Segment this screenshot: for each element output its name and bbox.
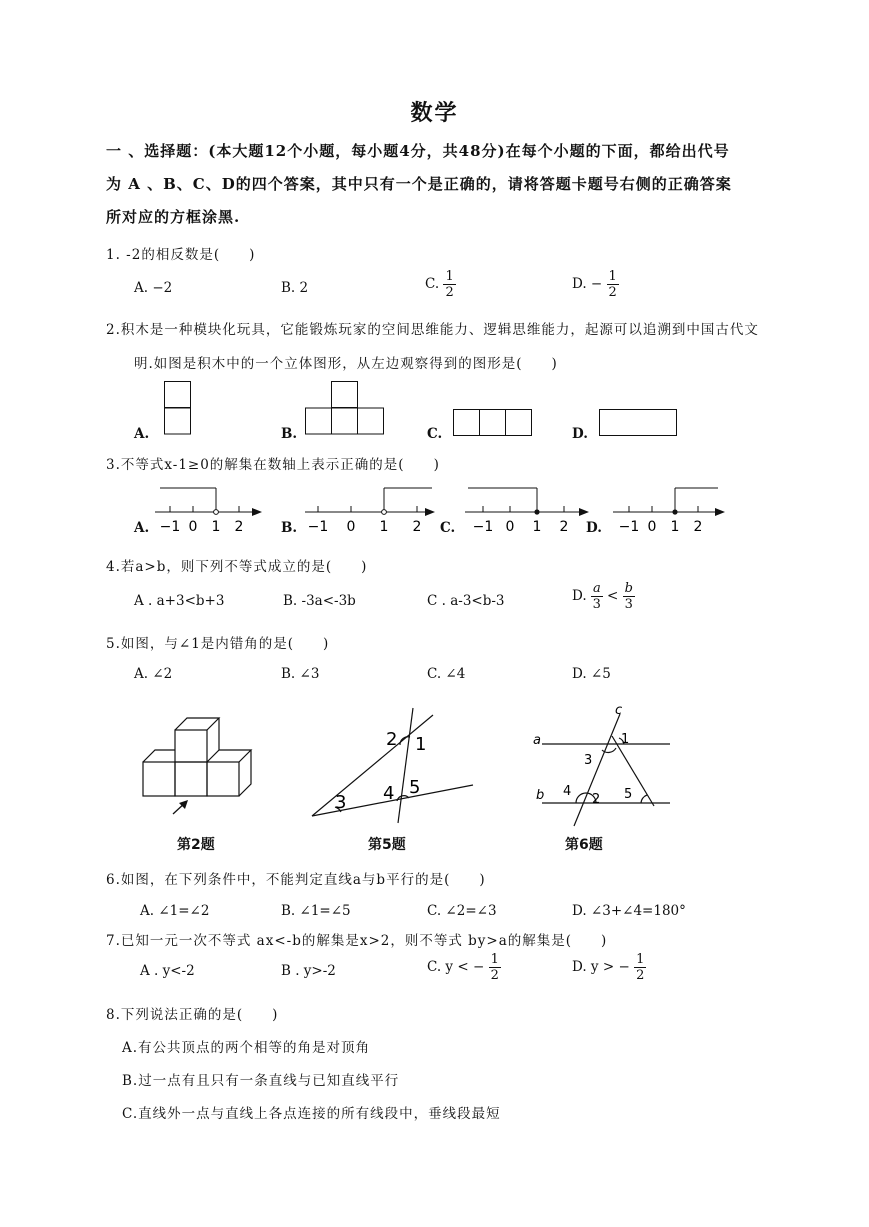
q5-option-d: D. ∠5 xyxy=(572,666,611,682)
q8-option-c: C.直线外一点与直线上各点连接的所有线段中，垂线段最短 xyxy=(122,1106,501,1122)
q1-option-a: A. −2 xyxy=(134,280,173,296)
q2-option-c-figure xyxy=(453,409,533,439)
q3-stem: 3.不等式x-1≥0的解集在数轴上表示正确的是( ) xyxy=(106,457,440,473)
q1-option-d-fraction: $\frac{1}{2}$ xyxy=(608,269,617,300)
q4-option-b: B. -3a<-3b xyxy=(283,593,356,609)
section-instructions-line3: 所对应的方框涂黑. xyxy=(106,208,241,226)
q5-option-b: B. ∠3 xyxy=(281,666,320,682)
q2-option-a: A. xyxy=(134,426,150,442)
q3-d-tick-1: 1 xyxy=(670,519,680,535)
q3-a-tick-1: 1 xyxy=(211,519,221,535)
figure-q5-angles xyxy=(305,705,485,825)
q8-option-a: A.有公共顶点的两个相等的角是对顶角 xyxy=(122,1040,371,1056)
q3-d-tick-2: 2 xyxy=(693,519,703,535)
q7-option-d-fraction: $\frac{1}{2}$ xyxy=(636,952,645,983)
q3-d-tick-0: 0 xyxy=(647,519,657,535)
q4-option-d-fraction-a: $\frac{a}{3}$ xyxy=(592,581,601,612)
q3-option-d-numberline xyxy=(608,484,733,536)
f6-angle-label-3: 3 xyxy=(584,753,593,768)
figure-q6-parallel-lines xyxy=(530,700,680,830)
q3-option-c-numberline xyxy=(460,484,595,536)
q1-option-c: C. $\frac{1}{2}$ xyxy=(425,269,454,300)
f6-line-label-a: a xyxy=(533,733,541,748)
q6-option-d: D. ∠3+∠4=180° xyxy=(572,903,686,919)
f6-angle-label-5: 5 xyxy=(624,787,633,802)
q3-a-tick-0: 0 xyxy=(188,519,198,535)
q1-option-d: D. − $\frac{1}{2}$ xyxy=(572,269,617,300)
q7-stem: 7.已知一元一次不等式 ax<-b的解集是x>2，则不等式 by>a的解集是( ) xyxy=(106,933,608,949)
q2-option-d: D. xyxy=(572,426,588,442)
q2-option-a-figure xyxy=(164,381,192,437)
q4-option-a: A . a+3<b+3 xyxy=(134,593,225,609)
q3-option-a: A. xyxy=(134,520,150,536)
q7-option-d: D. y > − $\frac{1}{2}$ xyxy=(572,952,645,983)
q3-option-d: D. xyxy=(586,520,602,536)
q3-a-tick-neg1: −1 xyxy=(159,519,181,535)
q8-option-b: B.过一点有且只有一条直线与已知直线平行 xyxy=(122,1073,400,1089)
q3-option-b-numberline xyxy=(300,484,440,536)
q4-option-d-fraction-b: $\frac{b}{3}$ xyxy=(624,581,633,612)
q4-option-d: D. $\frac{a}{3}$ < $\frac{b}{3}$ xyxy=(572,581,633,612)
q7-option-c-fraction: $\frac{1}{2}$ xyxy=(490,952,499,983)
q7-option-a: A . y<-2 xyxy=(140,963,195,979)
page-title: 数学 xyxy=(410,100,459,126)
figure-q2-cubes xyxy=(140,710,260,820)
q3-d-tick-neg1: −1 xyxy=(618,519,640,535)
f5-angle-label-4: 4 xyxy=(383,783,395,804)
q1-option-c-fraction: $\frac{1}{2}$ xyxy=(445,269,454,300)
q7-option-b: B . y>-2 xyxy=(281,963,336,979)
q3-c-tick-neg1: −1 xyxy=(472,519,494,535)
q3-option-c: C. xyxy=(440,520,456,536)
q1-option-b: B. 2 xyxy=(281,280,309,296)
q3-option-a-numberline xyxy=(150,484,265,536)
q8-stem: 8.下列说法正确的是( ) xyxy=(106,1007,279,1023)
f5-angle-label-5: 5 xyxy=(409,777,421,798)
q4-stem: 4.若a>b，则下列不等式成立的是( ) xyxy=(106,559,368,575)
f6-angle-label-2: 2 xyxy=(592,792,601,807)
q6-option-b: B. ∠1=∠5 xyxy=(281,903,351,919)
figure-q5-caption: 第5题 xyxy=(368,837,406,853)
q2-option-d-figure xyxy=(599,409,679,439)
q3-a-tick-2: 2 xyxy=(234,519,244,535)
q3-c-tick-2: 2 xyxy=(559,519,569,535)
f6-angle-label-4: 4 xyxy=(563,784,572,799)
f5-angle-label-1: 1 xyxy=(415,734,427,755)
f5-angle-label-3: 3 xyxy=(335,792,347,813)
q7-option-c: C. y < − $\frac{1}{2}$ xyxy=(427,952,499,983)
section-instructions-line2: 为 A 、B、C、D的四个答案，其中只有一个是正确的，请将答题卡题号右侧的正确答案 xyxy=(106,175,732,193)
q3-b-tick-2: 2 xyxy=(412,519,422,535)
q5-option-a: A. ∠2 xyxy=(134,666,173,682)
q5-stem: 5.如图，与∠1是内错角的是( ) xyxy=(106,636,330,652)
q3-c-tick-0: 0 xyxy=(505,519,515,535)
q6-option-a: A. ∠1=∠2 xyxy=(140,903,210,919)
f6-angle-label-1: 1 xyxy=(621,732,630,747)
q5-option-c: C. ∠4 xyxy=(427,666,466,682)
figure-q6-caption: 第6题 xyxy=(565,837,603,853)
q2-stem-line2: 明.如图是积木中的一个立体图形，从左边观察得到的图形是( ) xyxy=(134,356,558,372)
q2-option-b: B. xyxy=(281,426,298,442)
q2-option-b-figure xyxy=(305,381,385,437)
q1-stem: 1. -2的相反数是( ) xyxy=(106,247,256,263)
q3-b-tick-neg1: −1 xyxy=(307,519,329,535)
section-instructions-line1: 一 、选择题：(本大题12个小题，每小题4分，共48分)在每个小题的下面，都给出代号 xyxy=(106,142,730,160)
f6-line-label-b: b xyxy=(536,788,545,803)
q6-stem: 6.如图，在下列条件中，不能判定直线a与b平行的是( ) xyxy=(106,872,486,888)
q4-option-c: C . a-3<b-3 xyxy=(427,593,505,609)
q3-b-tick-1: 1 xyxy=(379,519,389,535)
f5-angle-label-2: 2 xyxy=(386,729,398,750)
q3-c-tick-1: 1 xyxy=(532,519,542,535)
q3-b-tick-0: 0 xyxy=(346,519,356,535)
q3-option-b: B. xyxy=(281,520,298,536)
f6-line-label-c: c xyxy=(615,703,623,718)
figure-q2-caption: 第2题 xyxy=(177,837,215,853)
q2-option-c: C. xyxy=(427,426,443,442)
q2-stem-line1: 2.积木是一种模块化玩具，它能锻炼玩家的空间思维能力、逻辑思维能力，起源可以追溯到中国古代文 xyxy=(106,322,759,338)
q6-option-c: C. ∠2=∠3 xyxy=(427,903,497,919)
